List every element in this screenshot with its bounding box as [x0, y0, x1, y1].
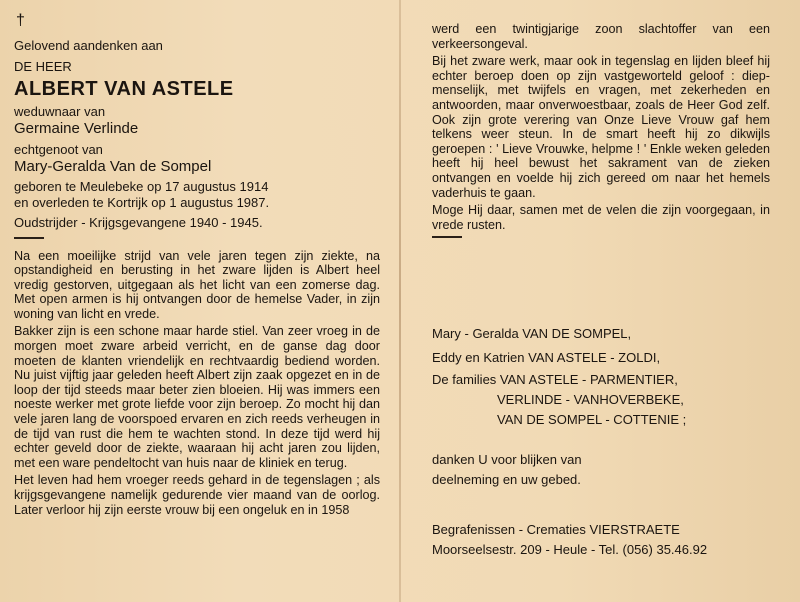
- deceased-name: ALBERT VAN ASTELE: [14, 78, 234, 100]
- thanks-line-2: deelneming en uw gebed.: [432, 471, 581, 487]
- family-line-1: Mary - Geralda VAN DE SOMPEL,: [432, 325, 632, 341]
- spouse-label: echtgenoot van: [14, 142, 103, 157]
- death-line: en overleden te Kortrijk op 1 augustus 1987.: [14, 195, 270, 210]
- right-page: [432, 22, 770, 560]
- spouse-name: Mary-Geralda Van de Sompel: [14, 158, 212, 175]
- right-paragraph-2: Bij het zware werk, maar ook in tegenslag en lijden bleef hij echter beroep doen op zijn vastgeworteld geloof : diep-menselijk, met twijfels en vragen, met zekerheden en antwoorden, maar onverwoestbaar, zoals de Heer God zelf. Ook zijn grote verering van Onze Lieve Vrouw gaf hem telkens weer steun. In de smart heeft hij zo dikwijls geroepen : ' Lieve Vrouwke, helpme ! ' Enkle weken geleden heeft hij heel bewust het sakrament van de zieken ontvangen en voelde hij zich gereed om naar het hemels vaderhuis te gaan.: [432, 54, 770, 200]
- title-line: DE HEER: [14, 59, 72, 74]
- family-line-5: VAN DE SOMPEL - COTTENIE ;: [497, 411, 687, 427]
- family-line-2: Eddy en Katrien VAN ASTELE - ZOLDI,: [432, 349, 661, 365]
- divider: [14, 237, 44, 239]
- right-paragraph-1: werd een twintigjarige zoon slachtoffer van een verkeersongeval.: [432, 22, 770, 51]
- fold-line: [399, 0, 401, 602]
- thanks-line-1: danken U voor blijken van: [432, 451, 582, 467]
- funeral-home-name: Begrafenissen - Crematies VIERSTRAETE: [432, 521, 680, 537]
- family-line-4: VERLINDE - VANHOVERBEKE,: [497, 391, 684, 407]
- paragraph-3: Het leven had hem vroeger reeds gehard in de tegenslagen ; als krijgsgevangene namelijk gedurende vier maand van de oorlog. Later verloor hij zijn eerste vrouw bij een ongeluk en in 1958: [14, 473, 380, 517]
- family-line-3: De families VAN ASTELE - PARMENTIER,: [432, 371, 678, 387]
- widower-label: weduwnaar van: [14, 104, 106, 119]
- birth-line: geboren te Meulebeke op 17 augustus 1914: [14, 179, 269, 194]
- paragraph-2: Bakker zijn is een schone maar harde stiel. Van zeer vroeg in de morgen moet zware arbeid verricht, en de ganse dag door moeten de klanten vriendelijk en rechtvaardig bediend worden. Nu juist vijftig jaar geleden heeft Albert zijn zaak opgezet en in de loop der tijd steeds maar beter zien bloeien. Hij was immers een noeste werker met grote liefde voor zijn beroep. Zo mocht hij dan vele jaren lang de voorspoed ervaren en zich reeds verheugen in de tijd van rust die hem te wachten stond. In deze tijd werd hij echter geveld door de ziekte, waaraan hij acht jaren zou lijden, met een ware pendeltocht van huis naar de kliniek en terug.: [14, 324, 380, 470]
- funeral-home-block: [432, 520, 770, 560]
- veteran-line: Oudstrijder - Krijgsgevangene 1940 - 1945.: [14, 215, 263, 230]
- first-wife-name: Germaine Verlinde: [14, 120, 139, 137]
- cross-symbol: †: [16, 12, 25, 29]
- left-page: [14, 12, 380, 520]
- right-divider: [432, 236, 462, 238]
- remembrance-line: Gelovend aandenken aan: [14, 38, 163, 53]
- funeral-home-address: Moorseelsestr. 209 - Heule - Tel. (056) 35.46.92: [432, 541, 708, 557]
- right-paragraph-3: Moge Hij daar, samen met de velen die zijn voorgegaan, in vrede rusten.: [432, 203, 770, 232]
- paragraph-1: Na een moeilijke strijd van vele jaren tegen zijn ziekte, na opstandigheid en berusting in het zware lijden is Albert heel vredig gestorven, uitgegaan als het licht van een zomerse dag. Met open armen is hij ontvangen door de hemelse Vader, in zijn woning van licht en vrede.: [14, 248, 380, 321]
- family-list: [432, 324, 770, 430]
- thanks-block: [432, 450, 770, 490]
